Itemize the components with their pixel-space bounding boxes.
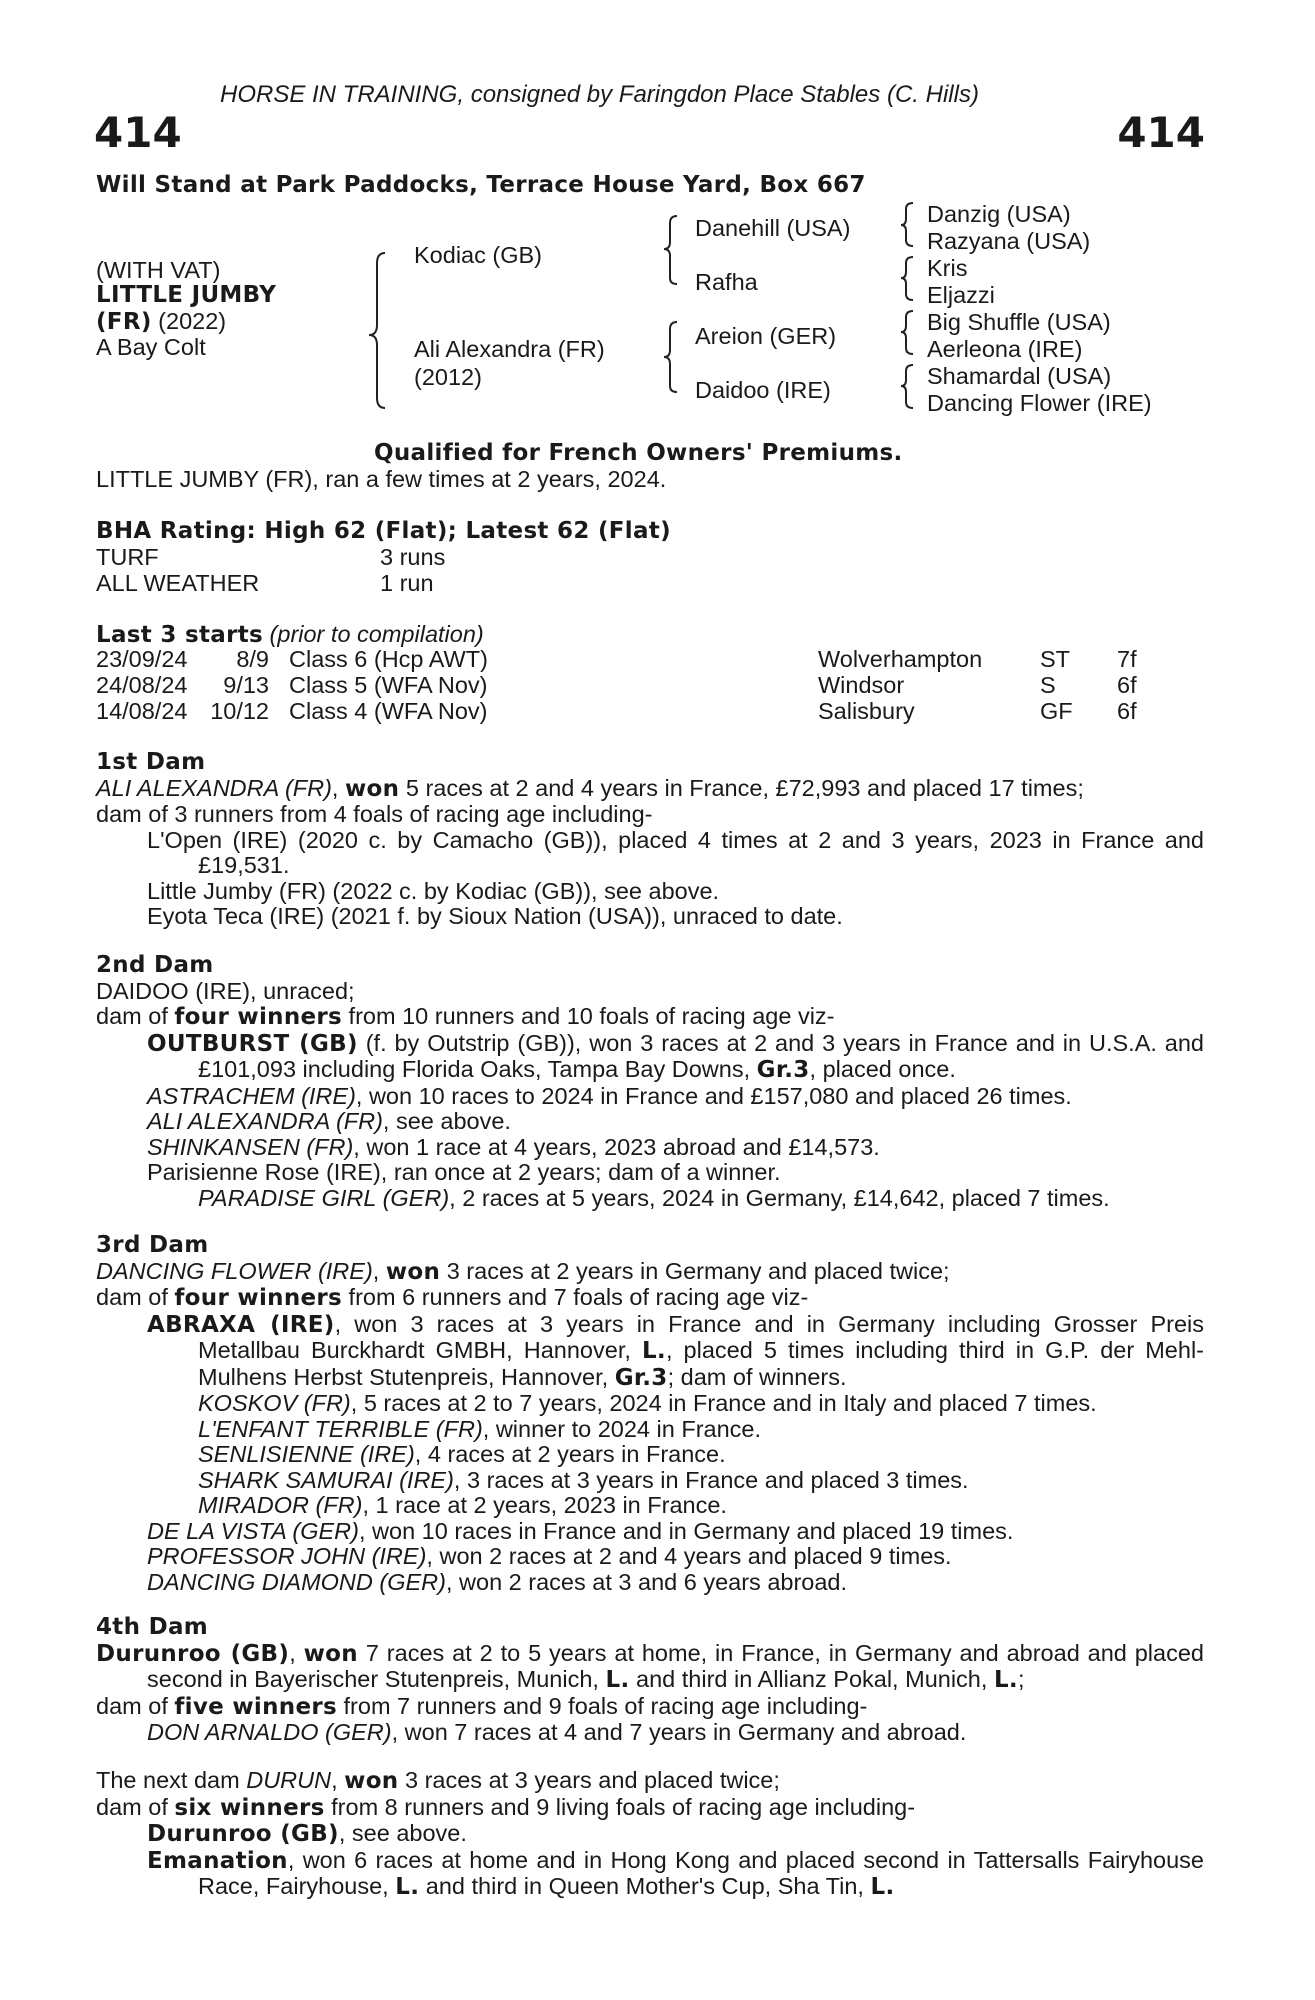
horse-country: (FR) (96, 309, 152, 335)
abraxa-end: ; dam of winners. (667, 1363, 847, 1390)
fourth-dam-title: 4th Dam (96, 1614, 209, 1640)
first-dam-produce: dam of 3 runners from 4 foals of racing age including- (96, 801, 653, 827)
fourth-dam-text1: 7 races at 2 to 5 years at home, in France, in Germany and abroad and placed second in Bayerischer Stutenpreis, Munich, (147, 1639, 1204, 1692)
second-dam-item (96, 1109, 1204, 1135)
brace-sire (664, 216, 677, 284)
item-text: , won 10 races in France and in Germany and placed 19 times. (358, 1517, 1014, 1544)
outburst-grade: Gr.3 (756, 1057, 810, 1083)
listed-mark: L. (641, 1338, 666, 1364)
item-name: SHINKANSEN (FR) (147, 1133, 354, 1160)
item-name: SHARK SAMURAI (IRE) (198, 1466, 454, 1493)
first-dam-title: 1st Dam (96, 749, 206, 775)
first-dam-record: ALI ALEXANDRA (FR), won 5 races at 2 and 4 years in France, £72,993 and placed 17 times; (96, 774, 1084, 802)
produce-post: from 8 runners and 9 living foals of racing age including- (324, 1793, 916, 1820)
start-position: 8/9 (236, 646, 269, 672)
item-name: SENLISIENNE (IRE) (198, 1441, 415, 1467)
third-dam-subitem (96, 1468, 1204, 1494)
pedigree-g5: Big Shuffle (USA) (927, 309, 1111, 335)
first-dam-name: ALI ALEXANDRA (FR) (96, 774, 332, 801)
pedigree-sire-sire: Danehill (USA) (695, 215, 851, 241)
abraxa-name: ABRAXA (IRE) (147, 1311, 335, 1338)
pedigree-g8: Dancing Flower (IRE) (927, 390, 1152, 416)
third-dam-subitem (96, 1493, 1204, 1519)
item-text: , 4 races at 2 years in France. (414, 1441, 726, 1467)
vat-label: (WITH VAT) (96, 257, 221, 283)
abraxa-grade: Gr.3 (614, 1364, 668, 1391)
fourth-dam-text3: ; (1017, 1666, 1025, 1692)
first-dam-produce-item: Little Jumby (FR) (2022 c. by Kodiac (GB)), see above. (147, 877, 720, 904)
pedigree-braces (0, 0, 1315, 420)
item-text: , winner to 2024 in France. (482, 1415, 762, 1442)
fourth-dam-produce (96, 1694, 1204, 1721)
item-name: DANCING DIAMOND (GER) (147, 1568, 446, 1595)
produce-winners: four winners (174, 1004, 343, 1030)
lot-number-right: 414 (1117, 108, 1205, 157)
pedigree-g4: Eljazzi (927, 282, 995, 308)
horse-name: LITTLE JUMBY (96, 282, 277, 308)
third-dam-record: DANCING FLOWER (IRE), won 3 races at 2 years in Germany and placed twice; (96, 1257, 950, 1285)
next-dam-name: DURUN (246, 1767, 332, 1793)
start-course: Windsor (818, 672, 905, 698)
start-race: Class 4 (WFA Nov) (289, 698, 488, 724)
third-dam-subitem (96, 1391, 1204, 1417)
fourth-dam-text2: and third in Allianz Pokal, Munich, (629, 1666, 994, 1692)
pedigree-g2: Razyana (USA) (927, 228, 1091, 254)
item-text: , see above. (382, 1108, 511, 1134)
item-text: , won 10 races to 2024 in France and £157,080 and placed 26 times. (355, 1082, 1072, 1109)
next-dam-pre: The next dam (96, 1767, 247, 1793)
item-text: , won 7 races at 4 and 7 years in Germany and abroad. (391, 1719, 967, 1745)
starts-title-line (96, 622, 484, 649)
third-dam-item (96, 1544, 1204, 1570)
second-dam-produce (96, 1004, 1204, 1031)
premiums-note: Qualified for French Owners' Premiums. (374, 440, 903, 466)
pedigree-dam-sire: Areion (GER) (695, 323, 837, 349)
fourth-dam-record: Durunroo (GB), won 7 races at 2 to 5 years at home, in France, in Germany and abroad and placed second in Bayerischer Stutenpreis, Munich, L. and third in Allianz Pokal, Munich, L.; (96, 1639, 1204, 1693)
outburst-name: OUTBURST (GB) (147, 1030, 358, 1057)
item-name: ASTRACHEM (IRE) (147, 1082, 356, 1109)
rating-turf-runs: 3 runs (380, 544, 446, 570)
item-name: KOSKOV (FR) (198, 1390, 351, 1416)
pedigree-dam: Ali Alexandra (FR) (414, 336, 605, 362)
produce-post: from 6 runners and 7 foals of racing age viz- (342, 1284, 809, 1310)
abraxa-entry (96, 1312, 1204, 1392)
item-text: , won 6 races at home and in Hong Kong and placed second in Tattersalls Fairyhouse Race, Fairyhouse, (198, 1846, 1204, 1899)
produce-post: from 10 runners and 10 foals of racing age viz- (342, 1003, 835, 1029)
rating-aw-label: ALL WEATHER (96, 570, 260, 596)
produce-winners: four winners (174, 1285, 343, 1311)
produce-winners: six winners (174, 1794, 325, 1821)
third-dam-subitem (96, 1417, 1204, 1443)
next-dam-section (96, 1768, 1204, 1901)
outburst-end: , placed once. (809, 1056, 956, 1082)
next-dam-won: won (344, 1768, 399, 1794)
outburst-entry (96, 1031, 1204, 1084)
third-dam-won: won (385, 1258, 441, 1285)
start-position: 9/13 (223, 672, 269, 698)
start-distance: 7f (1117, 646, 1137, 672)
pedigree-dam-year: (2012) (414, 364, 482, 390)
third-dam-text: 3 races at 2 years in Germany and placed twice; (440, 1257, 950, 1284)
first-dam-produce-item: L'Open (IRE) (2020 c. by Camacho (GB)), placed 4 times at 2 and 3 years, 2023 in France and £19,531. (147, 826, 1204, 878)
produce-pre: dam of (96, 1692, 175, 1719)
listed-mark: L. (870, 1874, 895, 1900)
rating-aw-runs: 1 run (380, 570, 434, 596)
third-dam-section (96, 1233, 1204, 1595)
second-dam-title: 2nd Dam (96, 952, 214, 978)
produce-winners: five winners (174, 1693, 337, 1720)
first-dam-section (96, 750, 1204, 930)
first-dam-text: 5 races at 2 and 4 years in France, £72,993 and placed 17 times; (399, 774, 1084, 801)
item-text: , 3 races at 3 years in France and placed 3 times. (453, 1466, 969, 1493)
item-name: Emanation (147, 1847, 288, 1874)
pedigree-g3: Kris (927, 255, 968, 281)
second-dam-intro: DAIDOO (IRE), unraced; (96, 977, 355, 1004)
pedigree-g7: Shamardal (USA) (927, 363, 1112, 389)
second-dam-item (96, 1135, 1204, 1161)
start-course: Salisbury (818, 698, 915, 724)
first-dam-won: won (344, 775, 400, 802)
start-race: Class 5 (WFA Nov) (289, 672, 488, 698)
second-dam-section (96, 953, 1204, 1211)
brace-g2 (901, 257, 913, 300)
consignor-line: HORSE IN TRAINING, consigned by Faringdon Place Stables (C. Hills) (220, 81, 979, 108)
rating-title: BHA Rating: High 62 (Flat); Latest 62 (Flat) (96, 518, 671, 544)
starts-note: (prior to compilation) (269, 621, 484, 647)
start-course: Wolverhampton (818, 646, 983, 672)
pedigree-g6: Aerleona (IRE) (927, 336, 1083, 362)
brace-main (369, 253, 385, 408)
start-date: 24/08/24 (96, 672, 188, 698)
second-dam-item: Parisienne Rose (IRE), ran once at 2 years; dam of a winner. (147, 1159, 781, 1185)
item-name: MIRADOR (FR) (198, 1492, 363, 1518)
fourth-dam-name: Durunroo (GB) (96, 1640, 290, 1667)
start-position: 10/12 (210, 698, 269, 724)
produce-pre: dam of (96, 1003, 175, 1029)
produce-pre: dam of (96, 1284, 175, 1310)
item-text: , won 1 race at 4 years, 2023 abroad and £14,573. (353, 1133, 880, 1160)
pedigree-sire: Kodiac (GB) (414, 242, 542, 268)
first-dam-produce-item: Eyota Teca (IRE) (2021 f. by Sioux Nation (USA)), unraced to date. (147, 903, 843, 929)
brace-g3 (901, 311, 913, 354)
item-text: , 5 races at 2 to 7 years, 2024 in France and in Italy and placed 7 times. (350, 1390, 1097, 1416)
item-text: , won 2 races at 3 and 6 years abroad. (445, 1568, 848, 1595)
item-text: and third in Queen Mother's Cup, Sha Tin, (419, 1873, 871, 1899)
produce-post: from 7 runners and 9 foals of racing age including- (336, 1692, 868, 1719)
horse-year: (2022) (151, 308, 227, 334)
second-dam-subitem (96, 1186, 1204, 1212)
second-dam-item (96, 1084, 1204, 1110)
item-name: Durunroo (GB) (147, 1821, 339, 1847)
start-distance: 6f (1117, 698, 1137, 724)
start-going: GF (1040, 698, 1073, 724)
item-name: ALI ALEXANDRA (FR) (147, 1108, 383, 1134)
abraxa-text1: , won 3 races at 3 years in France and in Germany including Grosser Preis Metallbau Burckhardt GMBH, Hannover, (198, 1310, 1204, 1363)
start-going: ST (1040, 646, 1071, 672)
summary-line: LITTLE JUMBY (FR), ran a few times at 2 years, 2024. (96, 466, 667, 492)
next-dam-mid: , (331, 1767, 345, 1793)
item-name: PARADISE GIRL (GER) (198, 1184, 450, 1211)
third-dam-name: DANCING FLOWER (IRE) (96, 1257, 373, 1284)
listed-mark: L. (993, 1667, 1018, 1693)
third-dam-item (96, 1519, 1204, 1545)
item-name: DE LA VISTA (GER) (147, 1517, 359, 1544)
next-dam-item (96, 1848, 1204, 1901)
pedigree-dam-dam: Daidoo (IRE) (695, 377, 831, 403)
next-dam-record (96, 1768, 1204, 1795)
next-dam-text: 3 races at 3 years and placed twice; (398, 1767, 780, 1793)
rating-turf-label: TURF (96, 544, 159, 570)
item-text: , 2 races at 5 years, 2024 in Germany, £14,642, placed 7 times. (449, 1184, 1110, 1211)
start-date: 23/09/24 (96, 646, 188, 672)
abraxa-text2: , placed 5 times including third in G.P. der Mehl-Mulhens Herbst Stutenpreis, Hannover, (198, 1337, 1204, 1390)
pedigree-g1: Danzig (USA) (927, 201, 1071, 227)
pedigree-sire-dam: Rafha (695, 269, 758, 295)
starts-title: Last 3 starts (96, 622, 264, 648)
listed-mark: L. (605, 1667, 630, 1693)
third-dam-title: 3rd Dam (96, 1232, 209, 1258)
brace-dam (664, 322, 677, 392)
horse-description: A Bay Colt (96, 334, 206, 360)
fourth-dam-item (96, 1720, 1204, 1746)
lot-number-left: 414 (94, 108, 182, 157)
third-dam-subitem (96, 1442, 1204, 1468)
item-name: PROFESSOR JOHN (IRE) (147, 1543, 427, 1569)
item-name: DON ARNALDO (GER) (147, 1719, 392, 1745)
stand-line: Will Stand at Park Paddocks, Terrace House Yard, Box 667 (96, 172, 866, 198)
start-going: S (1040, 672, 1056, 698)
item-text: , see above. (338, 1820, 467, 1846)
fourth-dam-section (96, 1615, 1204, 1746)
next-dam-produce (96, 1795, 1204, 1822)
start-race: Class 6 (Hcp AWT) (289, 646, 488, 672)
listed-mark: L. (395, 1874, 420, 1900)
fourth-dam-won: won (303, 1640, 358, 1667)
produce-pre: dam of (96, 1793, 175, 1820)
start-distance: 6f (1117, 672, 1137, 698)
item-name: L'ENFANT TERRIBLE (FR) (198, 1415, 483, 1442)
start-date: 14/08/24 (96, 698, 188, 724)
item-text: , 1 race at 2 years, 2023 in France. (362, 1492, 727, 1518)
brace-g4 (901, 365, 913, 408)
third-dam-item (96, 1570, 1204, 1596)
next-dam-item (96, 1821, 1204, 1848)
brace-g1 (901, 203, 913, 246)
third-dam-produce (96, 1285, 1204, 1312)
outburst-text: (f. by Outstrip (GB)), won 3 races at 2 and 3 years in France and in U.S.A. and £101,093 including Florida Oaks, Tampa Bay Downs, (198, 1029, 1205, 1082)
item-text: , won 2 races at 2 and 4 years and placed 9 times. (426, 1543, 952, 1569)
